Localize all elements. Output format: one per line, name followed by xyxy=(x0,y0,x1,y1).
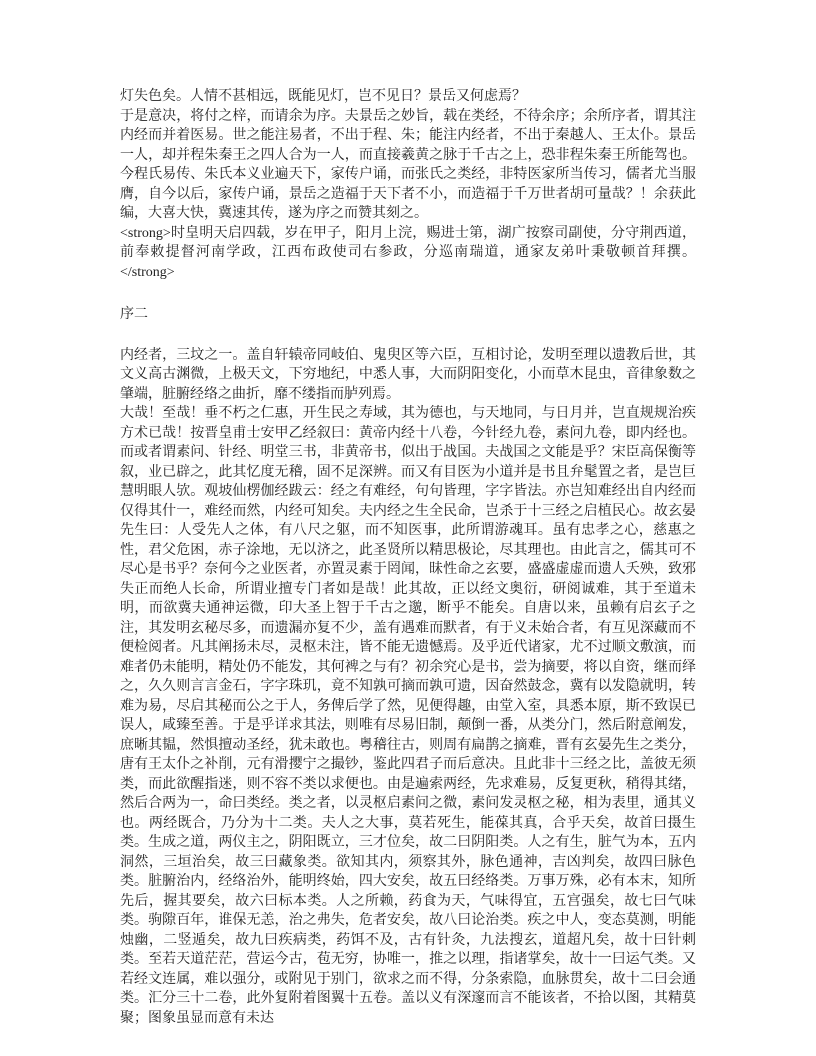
paragraph-preface1-colophon: <strong>时皇明天启四载，岁在甲子，阳月上浣，赐进士第，湖广按察司副使，分守荆西道，前奉敕提督河南学政，江西布政使司右参政，分巡南瑞道，通家友弟叶秉敬顿首拜撰。</strong> xyxy=(120,225,696,280)
paragraph-preface1-body: 于是意决，将付之梓，而请余为序。夫景岳之妙旨，载在类经，不待余序；余所序者，谓其注内经而并着医易。世之能注易者，不出于程、朱；能注内经者，不出于秦越人、王太仆。景岳一人，却并程朱秦王之四人合为一人，而直接羲黄之脉于千古之上，恐非程朱秦王所能驾也。今程氏易传、朱氏本义业遍天下，家传户诵，而张氏之类经，非特医家所当传习，儒者尤当服膺，自今以后，家传户诵，景岳之造福于天下者不小，而造福于千万世者胡可量哉？！余获此编，大喜大快，冀速其传，遂为序之而赞其刻之。 xyxy=(120,108,696,221)
paragraph-preface2-main: 大哉！至哉！垂不朽之仁惠，开生民之寿域，其为德也，与天地同，与日月并，岂直规规治疾方术已哉！按晋皇甫士安甲乙经叙曰：黄帝内经十八卷，今针经九卷，素问九卷，即内经也。而或者谓素问、针经、明堂三书，非黄帝书，似出于战国。夫战国之文能是乎？宋臣高保衡等叙，业已辟之，此其忆度无稽，固不足深辨。而又有目医为小道并是书且弁髦置之者，是岂巨慧明眼人欤。观坡仙楞伽经跋云：经之有难经，句句皆理，字字皆法。亦岂知难经出自内经而仅得其什一，难经而然，内经可知矣。夫内经之生全民命，岂杀于十三经之启植民心。故玄晏先生曰：人受先人之体，有八尺之躯，而不知医事，此所谓游魂耳。虽有忠孝之心，慈惠之性，君父危困，赤子涂地，无以济之，此圣贤所以精思极论，尽其理也。由此言之，儒其可不尽心是书乎？奈何今之业医者，亦置灵素于罔闻，昧性命之玄要，盛盛虚虚而遗人夭殃，致邪失正而绝人长命，所谓业擅专门者如是哉！此其故，正以经文奥衍，研阅诚难，其于至道未明，而欲冀夫通神运微，印大圣上智于千古之邈，断乎不能矣。自唐以来，虽赖有启玄子之注，其发明玄秘尽多，而遗漏亦复不少，盖有遇难而默者，有于义未始合者，有互见深藏而不便检阅者。凡其阐扬未尽，灵枢未注，皆不能无遗憾焉。及乎近代诸家，尤不过顺文敷演，而难者仍未能明，精处仍不能发，其何裨之与有？初余究心是书，尝为摘要，将以自资，继而绎之，久久则言言金石，字字珠玑，竟不知孰可摘而孰可遗，因奋然鼓念，冀有以发隐就明，转难为易，尽启其秘而公之于人，务俾后学了然，见便得趣，由堂入室，具悉本原，斯不致误已误人，咸臻至善。于是乎详求其法，则唯有尽易旧制，颠倒一番，从类分门，然后附意阐发，庶晰其韫，然惧擅动圣经，犹未敢也。粤稽往古，则周有扁鹊之摘难，晋有玄晏先生之类分，唐有王太仆之补削，元有滑撄宁之撮钞，鉴此四君子而后意决。且此非十三经之比，盖彼无须类，而此欲醒指迷，则不容不类以求便也。由是遍索两经，先求难易，反复更秋，稍得其绪，然后合两为一，命曰类经。类之者，以灵枢启素问之微，素问发灵枢之秘，相为表里，通其义也。两经既合，乃分为十二类。夫人之大事，莫若死生，能葆其真，合乎天矣，故首曰摄生类。生成之道，两仪主之，阴阳既立，三才位矣，故二曰阴阳类。人之有生，脏气为本，五内洞然，三垣治矣，故三曰藏象类。欲知其内，须察其外，脉色通神，吉凶判矣，故四曰脉色类。脏腑治内，经络治外，能明终始，四大安矣，故五曰经络类。万事万殊，必有本末，知所先后，握其要矣，故六曰标本类。人之所赖，药食为天，气味得宜，五宫强矣，故七曰气味类。驹隙百年，谁保无恙，治之弗失，危者安矣，故八曰论治类。疾之中人，变态莫测，明能烛幽，二竖遁矣，故九曰疾病类，药饵不及，古有针灸，九法搜玄，道超凡矣，故十曰针刺类。至若天道茫茫，营运今古，苞无穷，协唯一，推之以理，指诸掌矣，故十一曰运气类。又若经文连属，难以强分，或附见于别门，欲求之而不得，分条索隐，血脉贯矣，故十二曰会通类。汇分三十二卷，此外复附着图翼十五卷。盖以义有深邃而言不能该者，不拾以图，其精莫聚；图象虽显而意有未达 xyxy=(120,406,696,1026)
paragraph-preface1-tail: 灯失色矣。人情不甚相远，既能见灯，岂不见日？景岳又何虑焉？ xyxy=(120,89,526,104)
document-text xyxy=(120,87,696,1028)
heading-preface-two: 序二 xyxy=(120,307,148,322)
paragraph-preface2-opening: 内经者，三坟之一。盖自轩辕帝同岐伯、鬼臾区等六臣，互相讨论，发明至理以遗教后世，其文义高古渊微，上极天文，下穷地纪，中悉人事，大而阴阳变化，小而草木昆虫，音律象数之肇端，脏腑经络之曲折，靡不缕指而胪列焉。 xyxy=(120,347,696,402)
